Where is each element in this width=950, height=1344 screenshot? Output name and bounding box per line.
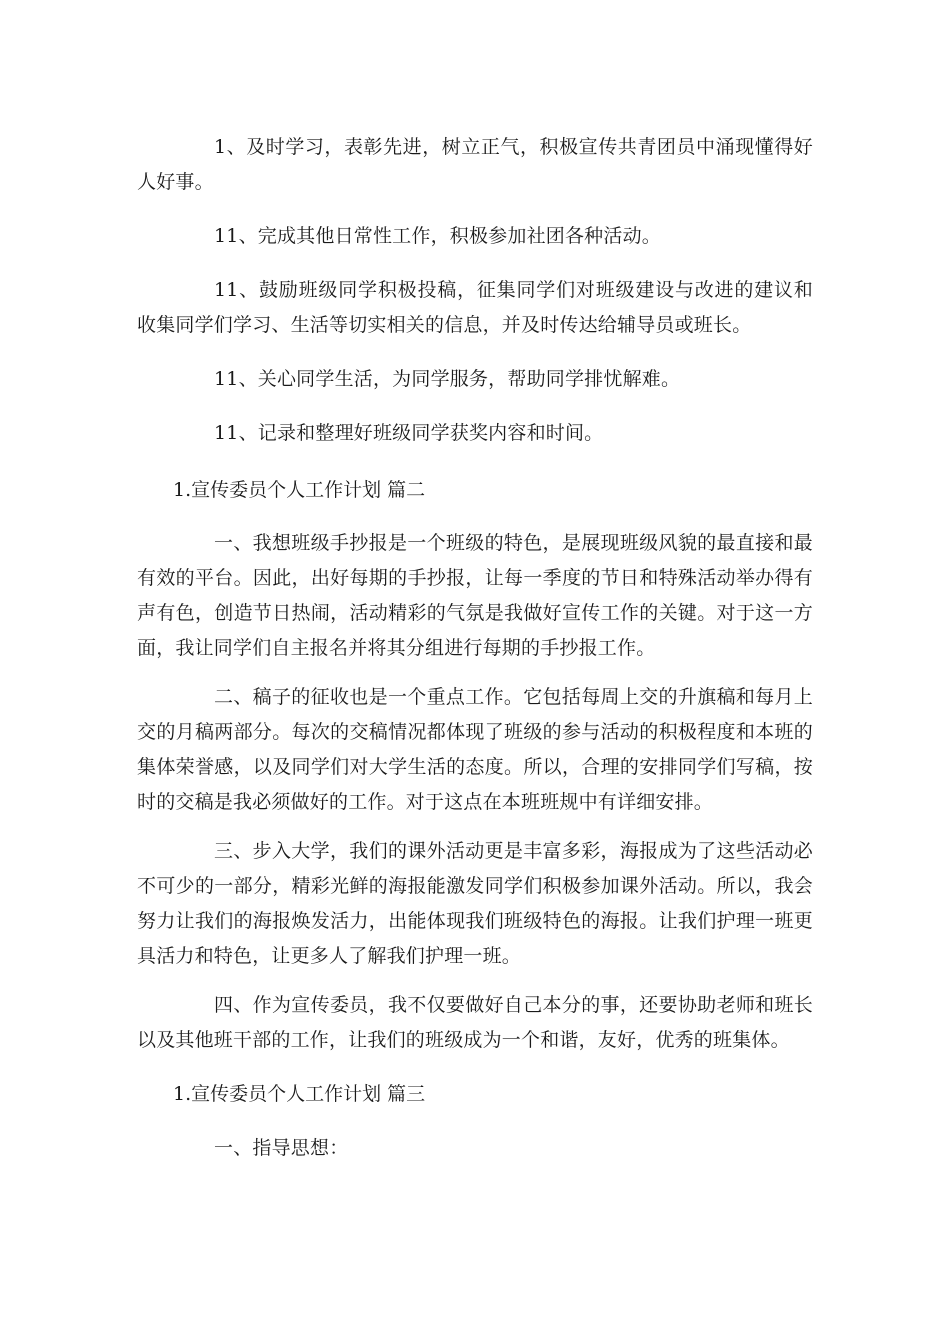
section-heading-2: 1.宣传委员个人工作计划 篇二 [173,479,426,501]
paragraph-4: 11、关心同学生活，为同学服务，帮助同学排忧解难。 [214,368,681,390]
paragraph-9: 四、作为宣传委员，我不仅要做好自己本分的事，还要协助老师和班长以及其他班干部的工作，让我们的班级成为一个和谐，友好，优秀的班集体。 [137,994,813,1051]
paragraph-6: 一、我想班级手抄报是一个班级的特色，是展现班级风貌的最直接和最有效的平台。因此，出好每期的手抄报，让每一季度的节日和特殊活动举办得有声有色，创造节日热闹，活动精彩的气氛是我做好宣传工作的关键。对于这一方面，我让同学们自主报名并将其分组进行每期的手抄报工作。 [137,532,813,659]
paragraph-7: 二、稿子的征收也是一个重点工作。它包括每周上交的升旗稿和每月上交的月稿两部分。每次的交稿情况都体现了班级的参与活动的积极程度和本班的集体荣誉感，以及同学们对大学生活的态度。所以，合理的安排同学们写稿，按时的交稿是我必须做好的工作。对于这点在本班班规中有详细安排。 [137,686,813,813]
paragraph-3: 11、鼓励班级同学积极投稿，征集同学们对班级建设与改进的建议和收集同学们学习、生活等切实相关的信息，并及时传达给辅导员或班长。 [137,279,813,336]
paragraph-1: 1、及时学习，表彰先进，树立正气，积极宣传共青团员中涌现懂得好人好事。 [137,136,813,193]
paragraph-5: 11、记录和整理好班级同学获奖内容和时间。 [214,422,604,444]
paragraph-8: 三、步入大学，我们的课外活动更是丰富多彩，海报成为了这些活动必不可少的一部分，精彩光鲜的海报能激发同学们积极参加课外活动。所以，我会努力让我们的海报焕发活力，出能体现我们班级特色的海报。让我们护理一班更具活力和特色，让更多人了解我们护理一班。 [137,840,813,967]
paragraph-2: 11、完成其他日常性工作，积极参加社团各种活动。 [214,225,661,247]
paragraph-10: 一、指导思想： [214,1137,349,1159]
section-heading-3: 1.宣传委员个人工作计划 篇三 [173,1083,426,1105]
